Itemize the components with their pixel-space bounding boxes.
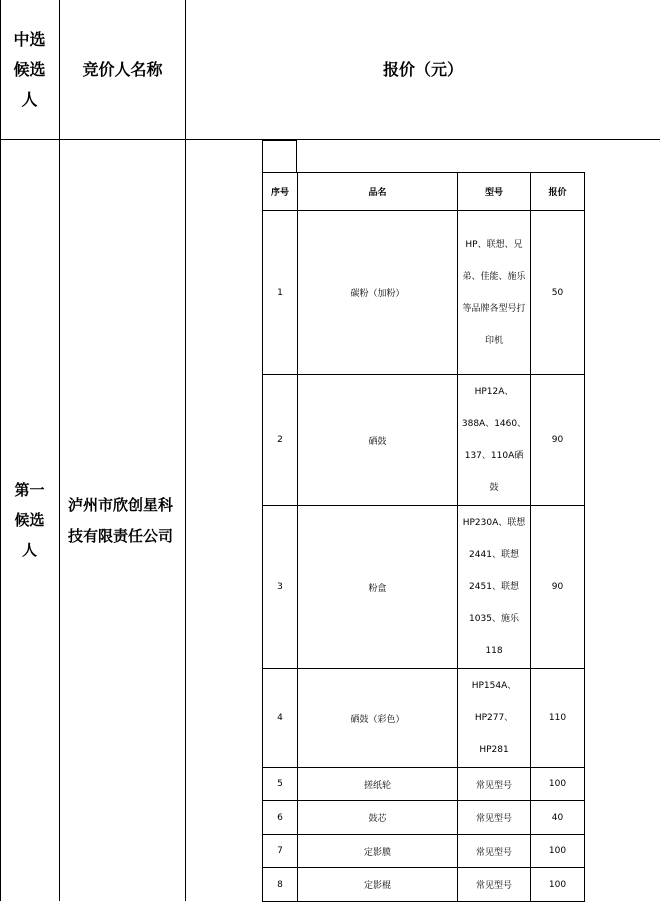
- row-product-name: 硒鼓: [298, 375, 458, 506]
- header-price: 报价: [531, 173, 585, 211]
- row-price: 90: [531, 375, 585, 506]
- row-price: 40: [531, 801, 585, 835]
- row-serial-no: 2: [263, 375, 298, 506]
- table-row: [263, 868, 585, 902]
- candidate-header-line: 中选: [13, 29, 46, 49]
- row-price: 50: [531, 211, 585, 375]
- row-product-name: 硒鼓（彩色）: [298, 669, 458, 768]
- row-serial-no: 3: [263, 506, 298, 669]
- company-name-line: 技有限责任公司: [68, 527, 174, 545]
- header-serial-no: 序号: [263, 173, 298, 211]
- row-model: 常见型号: [458, 868, 531, 902]
- row-serial-no: 8: [263, 868, 298, 902]
- row-model: 常见型号: [458, 801, 531, 835]
- row-product-name: 定影棍: [298, 868, 458, 902]
- table-row: [263, 506, 585, 669]
- table-row: [263, 669, 585, 768]
- row-serial-no: 6: [263, 801, 298, 835]
- row-serial-no: 4: [263, 669, 298, 768]
- row-price: 110: [531, 669, 585, 768]
- row-model: HP230A、联想2441、联想2451、联想1035、施乐118: [458, 506, 531, 669]
- row-product-name: 碳粉（加粉）: [298, 211, 458, 375]
- table-row: [263, 211, 585, 375]
- candidate-header-line: 人: [21, 89, 38, 109]
- candidate-rank-line: 第一: [14, 481, 45, 499]
- bidder-name-column-header: 竞价人名称: [82, 59, 163, 79]
- row-product-name: 搓纸轮: [298, 768, 458, 801]
- table-row: [263, 835, 585, 868]
- row-price: 100: [531, 768, 585, 801]
- header-product-name: 品名: [298, 173, 458, 211]
- empty-header-cell: [262, 140, 297, 172]
- row-product-name: 粉盒: [298, 506, 458, 669]
- table-row: [263, 768, 585, 801]
- row-model: 常见型号: [458, 835, 531, 868]
- row-model: HP154A、HP277、HP281: [458, 669, 531, 768]
- row-model: 常见型号: [458, 768, 531, 801]
- price-column-header: 报价（元）: [382, 59, 463, 79]
- candidate-rank-line: 候选: [14, 511, 45, 529]
- candidate-rank: [0, 475, 59, 565]
- header-bottom-border: [0, 139, 660, 140]
- row-product-name: 鼓芯: [298, 801, 458, 835]
- bidder-company-name: [68, 490, 184, 552]
- candidate-column-header: [0, 0, 59, 139]
- price-table-header-row: [263, 173, 585, 211]
- row-serial-no: 1: [263, 211, 298, 375]
- company-name-line: 泸州市欣创星科: [68, 496, 174, 514]
- row-serial-no: 5: [263, 768, 298, 801]
- price-detail-table: [262, 172, 585, 902]
- candidate-header-line: 候选: [13, 59, 46, 79]
- row-product-name: 定影膜: [298, 835, 458, 868]
- row-model: HP、联想、兄弟、佳能、施乐等品牌各型号打印机: [458, 211, 531, 375]
- header-model: 型号: [458, 173, 531, 211]
- row-serial-no: 7: [263, 835, 298, 868]
- row-price: 90: [531, 506, 585, 669]
- table-row: [263, 375, 585, 506]
- row-price: 100: [531, 835, 585, 868]
- row-price: 100: [531, 868, 585, 902]
- candidate-rank-line: 人: [21, 541, 37, 559]
- table-row: [263, 801, 585, 835]
- row-model: HP12A、388A、1460、137、110A硒鼓: [458, 375, 531, 506]
